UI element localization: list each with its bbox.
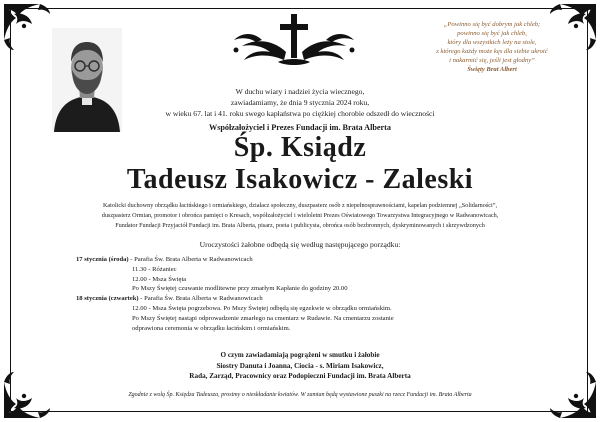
day-place: - Parafia Św. Brata Alberta w Radwanowicach bbox=[138, 295, 263, 303]
schedule bbox=[76, 255, 506, 333]
quote-line: który dla wszystkich leży na stole, bbox=[447, 39, 537, 46]
closing-line: O czym zawiadamiają pogrążeni w smutku i żałobie bbox=[220, 351, 380, 359]
schedule-item: odprawiona ceremonia w obrządku łacińskim i ormiańskim. bbox=[132, 324, 291, 332]
quote-line: „Powinno się być dobrym jak chleb; bbox=[443, 21, 541, 28]
day-date: 17 stycznia (środa) bbox=[76, 256, 129, 263]
bio-line: duszpasterz Ormian, promotor i obrońca pamięci o Kresach, współzałożyciel i wieloletni Prezes Oświatowego Towarzystwa Integracyjnego w Radwanowicach, bbox=[101, 211, 499, 219]
day-date: 18 stycznia (czwartek) bbox=[76, 295, 139, 303]
intro-line: W duchu wiary i nadziei życia wiecznego, bbox=[235, 87, 365, 96]
portrait-photo bbox=[52, 28, 122, 132]
title-name: Tadeusz Isakowicz - Zaleski bbox=[126, 164, 474, 195]
mourners-block bbox=[0, 350, 600, 382]
quote-line: z którego każdy może kęs dla siebie ukroić bbox=[436, 48, 548, 55]
cross-icon bbox=[222, 10, 366, 70]
corner-flourish-icon bbox=[0, 0, 58, 58]
intro-line: w wieku 67. lat i 41. roku swego kapłaństwa po ciężkiej chorobie odszedł do wieczności bbox=[165, 109, 435, 118]
subtitle: Współzałożyciel i Prezes Fundacji im. Brata Alberta bbox=[209, 123, 391, 132]
biography bbox=[62, 201, 538, 230]
schedule-item: Po Mszy Świętej nastąpi odprowadzenie zmarłego na cmentarz w Rudawie. Na cmentarzu zostanie bbox=[132, 314, 394, 322]
schedule-item: 12.00 - Msza Święta pogrzebowa. Po Mszy Świętej odbędą się egzekwie w obrządku ormiańskim. bbox=[132, 304, 392, 312]
ceremony-intro: Uroczystości żałobne odbędą się według następującego porządku: bbox=[199, 240, 401, 249]
day-place: - Parafia Św. Brata Alberta w Radwanowicach bbox=[128, 256, 253, 263]
intro-line: zawiadamiamy, że dnia 9 stycznia 2024 roku, bbox=[230, 98, 370, 107]
bio-line: Fundator Fundacji Przyjaciół Fundacji im. Brata Alberta, pisarz, poeta i publicysta, obrońca osób bezbronnych, dyskryminowanych i skrzywdzonych bbox=[115, 221, 485, 229]
schedule-day-1 bbox=[76, 255, 506, 265]
quote-block bbox=[404, 20, 580, 74]
quote-line: i nakarmić się, jeśli jest głodny” bbox=[449, 57, 535, 64]
schedule-item: 11.30 - Różaniec bbox=[132, 265, 177, 273]
quote-signature: Święty Brat Albert bbox=[467, 66, 517, 73]
cross-ornament bbox=[222, 10, 366, 70]
closing-line: Siostry Danuta i Joanna, Ciocia - s. Miriam Isakowicz, bbox=[216, 361, 384, 370]
quote-line: powinno się być jak chleb, bbox=[457, 30, 527, 37]
closing-line: Rada, Zarząd, Pracownicy oraz Podopieczni Fundacji im. Brata Alberta bbox=[189, 372, 411, 380]
bio-line: Katolicki duchowny obrządku łacińskiego i ormiańskiego, działacz społeczny, duszpasterz osób z niepełnosprawnościami, kapelan podziemnej „Solidarności”, bbox=[102, 202, 498, 209]
title-line-1: Śp. Ksiądz bbox=[233, 132, 367, 163]
schedule-item: Po Mszy Świętej czuwanie modlitewne przy zmarłym Kapłanie do godziny 20.00 bbox=[132, 285, 348, 293]
intro-text bbox=[120, 86, 480, 119]
footer-note: Zgodnie z wolą Śp. Księdza Tadeusza, prosimy o nieskładanie kwiatów. W zamian będą wystawione puszki na rzecz Fundacji im. Brata Alberta bbox=[128, 392, 472, 398]
schedule-day-2 bbox=[76, 294, 506, 304]
schedule-item: 12.00 - Msza Święta bbox=[132, 275, 187, 283]
